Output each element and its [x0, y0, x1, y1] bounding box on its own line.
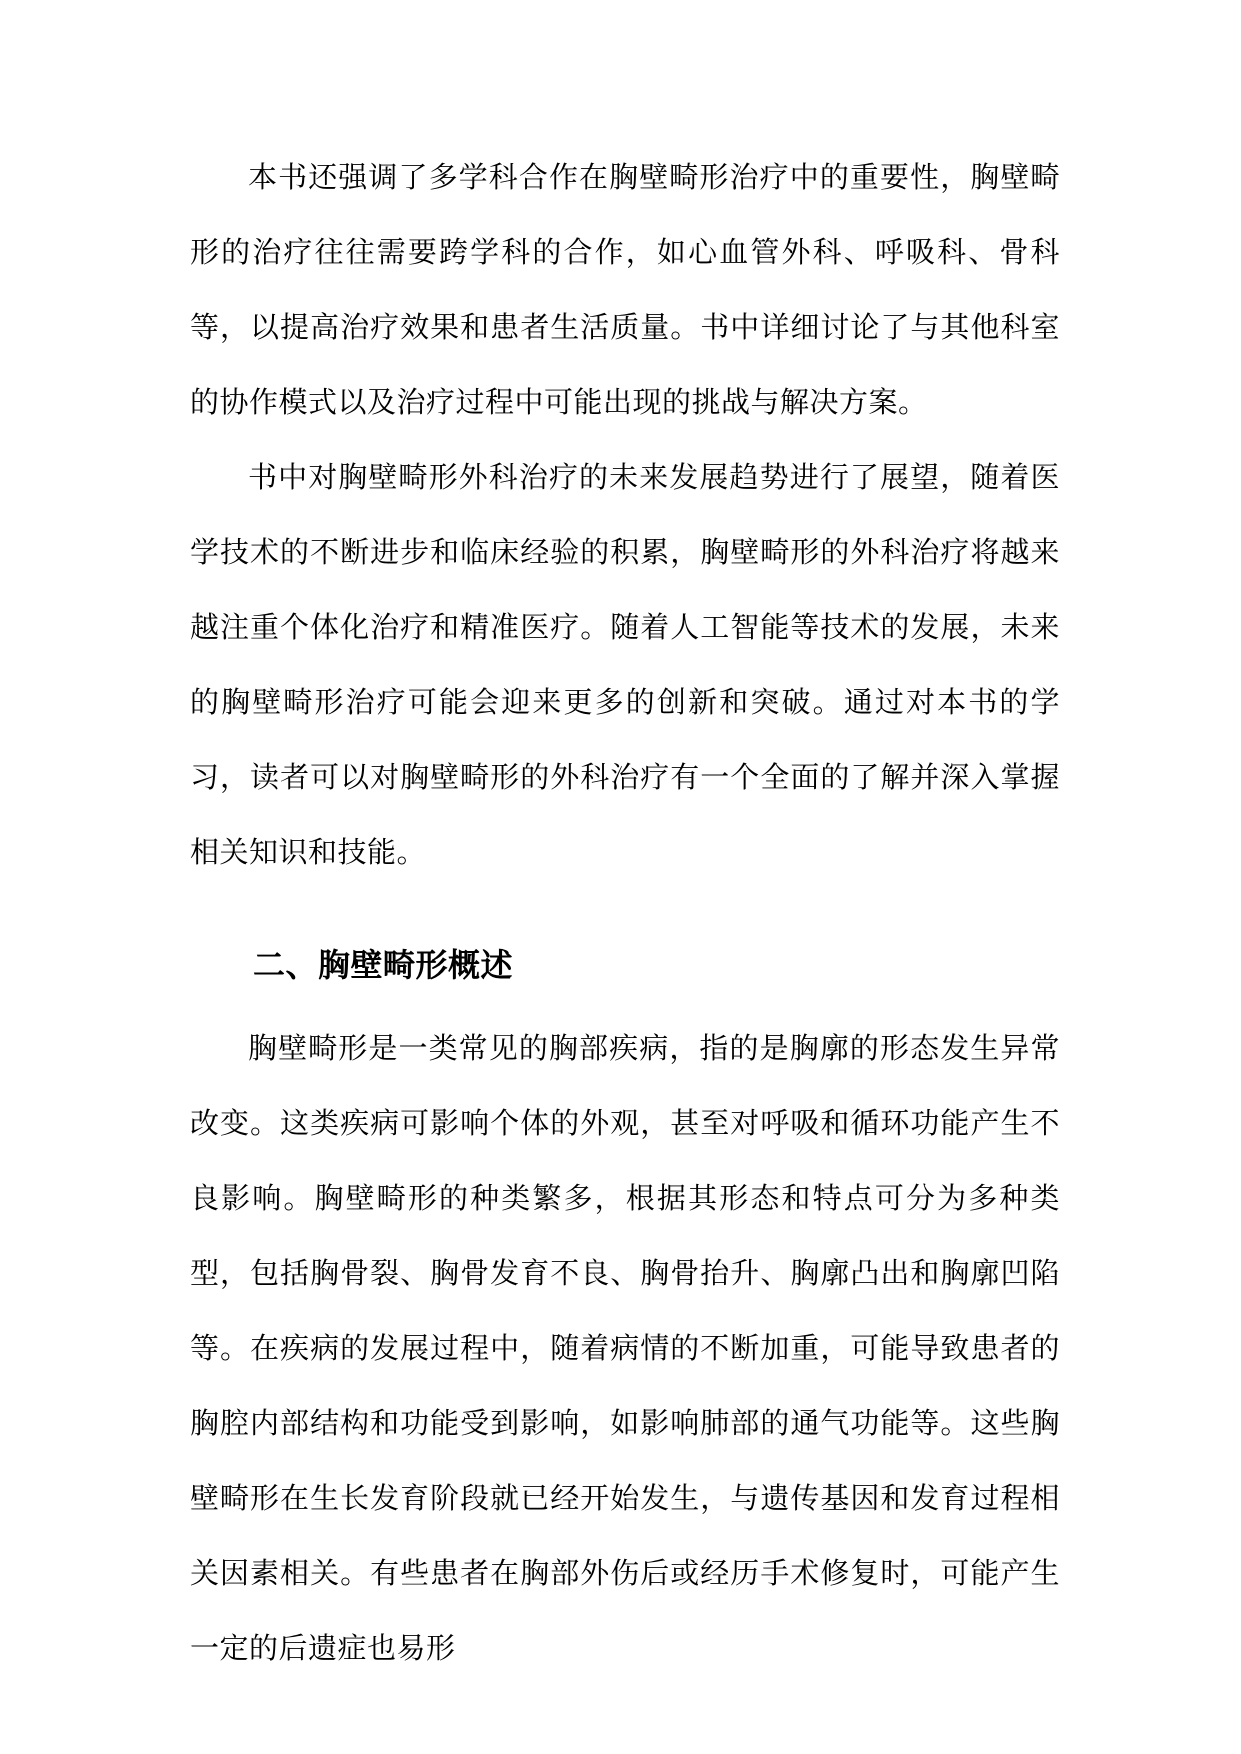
body-paragraph-2: 书中对胸壁畸形外科治疗的未来发展趋势进行了展望，随着医学技术的不断进步和临床经验的积累，胸壁畸形的外科治疗将越来越注重个体化治疗和精准医疗。随着人工智能等技术的发展，未来的胸壁畸形治疗可能会迎来更多的创新和突破。通过对本书的学习，读者可以对胸壁畸形的外科治疗有一个全面的了解并深入掌握相关知识和技能。 [190, 460, 1060, 869]
document-page [190, 140, 1060, 1686]
body-paragraph-1: 本书还强调了多学科合作在胸壁畸形治疗中的重要性，胸壁畸形的治疗往往需要跨学科的合作，如心血管外科、呼吸科、骨科等，以提高治疗效果和患者生活质量。书中详细讨论了与其他科室的协作模式以及治疗过程中可能出现的挑战与解决方案。 [190, 160, 1060, 419]
section-heading: 二、胸壁畸形概述 [253, 946, 514, 984]
body-paragraph-3: 胸壁畸形是一类常见的胸部疾病，指的是胸廓的形态发生异常改变。这类疾病可影响个体的外观，甚至对呼吸和循环功能产生不良影响。胸壁畸形的种类繁多，根据其形态和特点可分为多种类型，包括胸骨裂、胸骨发育不良、胸骨抬升、胸廓凸出和胸廓凹陷等。在疾病的发展过程中，随着病情的不断加重，可能导致患者的胸腔内部结构和功能受到影响，如影响肺部的通气功能等。这些胸壁畸形在生长发育阶段就已经开始发生，与遗传基因和发育过程相关因素相关。有些患者在胸部外伤后或经历手术修复时，可能产生一定的后遗症也易形 [190, 1031, 1060, 1665]
